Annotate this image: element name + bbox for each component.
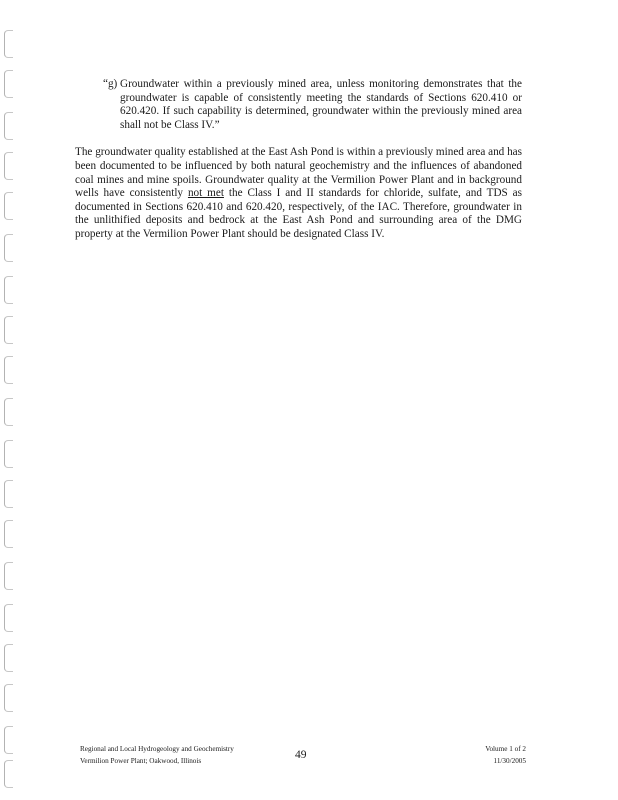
body-paragraph xyxy=(75,146,522,241)
document-body xyxy=(75,78,522,242)
footer-report-title: Regional and Local Hydrogeology and Geochemistry xyxy=(80,745,234,753)
paragraph-text-part2: the Class I and II standards for chloride, sulfate, and TDS as documented in Sections 620.410 and 620.420, respectively, of the IAC. Therefore, groundwater in the unlithified deposits and bedrock at the East Ash Pond and surrounding area of the DMG property at the Vermilion Power Plant should be designated Class IV. xyxy=(75,187,523,240)
page-footer xyxy=(80,743,526,773)
paragraph-underlined-text: not met xyxy=(187,187,224,200)
footer-right xyxy=(485,743,526,767)
footer-date: 11/30/2005 xyxy=(493,757,526,765)
footer-left xyxy=(80,743,234,767)
paragraph-text-part1: The groundwater quality established at the East Ash Pond is within a previously mined area and has been documented to be influenced by both natural geochemistry and the influences of abandoned coal mines and mine spoils. Groundwater quality at the Vermilion Power Plant and in background wells have consistently xyxy=(75,146,522,200)
quoted-regulation xyxy=(75,78,522,132)
quote-text: Groundwater within a previously mined area, unless monitoring demonstrates that the groundwater is capable of consistently meeting the standards of Sections 620.410 or 620.420. If such capability is determined, groundwater within the previously mined area shall not be Class IV.” xyxy=(120,78,522,131)
footer-site-location: Vermilion Power Plant; Oakwood, Illinois xyxy=(80,757,202,765)
page-number: 49 xyxy=(295,749,307,761)
binder-punch-marks xyxy=(4,20,20,790)
footer-volume: Volume 1 of 2 xyxy=(485,745,526,753)
quote-item-label: “g) xyxy=(103,78,118,90)
